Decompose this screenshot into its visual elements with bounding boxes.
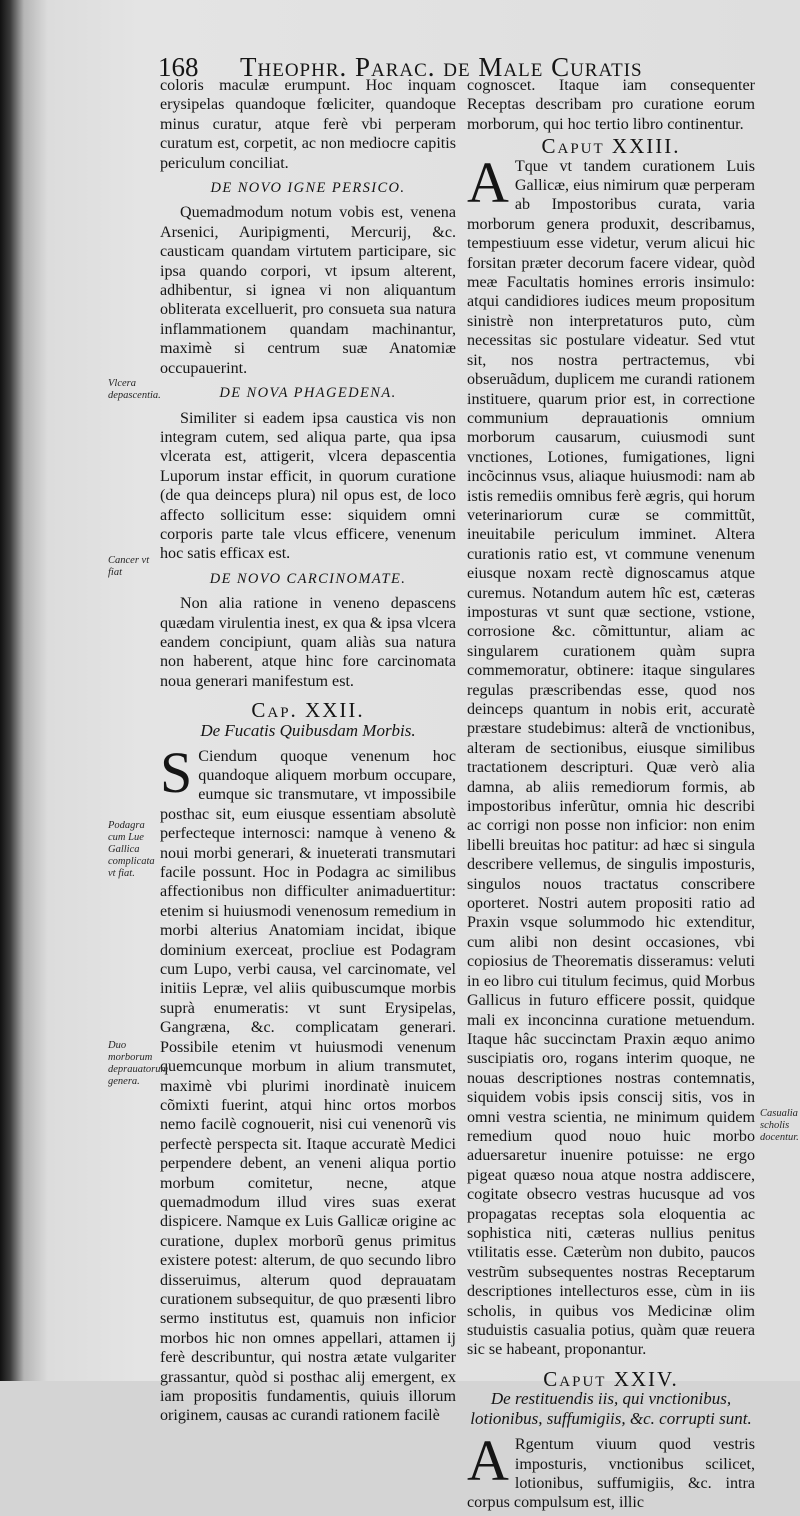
paragraph: Similiter si eadem ipsa caustica vis non integram cutem, sed aliqua parte, qua ipsa vlcerata est, attigerit, vlcera depascentia Luporum instar efficit, in quorum curatione (de qua deinceps plura) nil opus est, de loco affecto sollicitum esse: siquidem omni corporis parte tale vlcus efficere, venenum hoc satis efficax est. <box>160 409 456 563</box>
paragraph-text: Rgentum viuum quod vestris imposturis, vnctionibus scilicet, lotionibus, suffumigiis, &c. intra corpus compulsum est, illic <box>467 1436 755 1512</box>
page-number: 168 <box>158 52 199 82</box>
margin-note: Podagra cum Lue Gallica complicata vt fiat. <box>108 820 155 879</box>
paragraph: coloris maculæ erumpunt. Hoc inquam erysipelas quandoque fœliciter, quandoque minus curatur, atque ferè vbi perperam curatum est, corpetit, ac non mediocre capitis periculum conciliat. <box>160 77 456 172</box>
chapter-title: De Fucatis Quibusdam Morbis. <box>200 720 416 740</box>
paragraph: Non alia ratione in veneno depascens quædam virulentia inest, ex qua & ipsa vlcera eandem concipiunt, quam aliàs sua natura non haberent, atque hinc fore carcinomata noua generari manifestum est. <box>160 595 456 690</box>
margin-note: Casualia scholis docentur. <box>760 1108 799 1143</box>
drop-cap: A <box>467 1428 509 1494</box>
paragraph-text: Ciendum quoque venenum hoc quandoque aliquem morbum occupare, eumque sic transmutare, vt impossibile posthac sit, eum eiusque essentiam absolutè perfecteque internosci: namque à veneno & noui morbi generari, & inueterati transmutari facile possunt. Hoc in Podagra ac similibus affectionibus non difficulter animaduertitur: etenim si huiusmodi venenosum remedium in morbi alterius Anatomiam incidat, ibique dominium exerceat, procliue est Podagram cum Lupo, verbi causa, vel carcinomate, vel initiis Lepræ, vel aliis quibuscumque morbis suprà enumeratis: vt sunt Erysipelas, Gangræna, &c. complicatam generari. Possibile etenim vt huiusmodi venenum quemcunque morbum in alium transmutet, maximè vbi plurimi inordinatè inuicem cõmixti fuerint, atqui hinc ortos morbos nemo facilè cognouerit, nisi cui venenorũ vis perfectè perspecta sit. Itaque accuratè Medici perpendere debent, an veneni aliqua portio morbum comitetur, necne, atque quemadmodum illud vires suas exerat dispicere. Namque ex Luis Gallicæ origine ac curatione, duplex morborũ genus primitus existere potest: alterum, de quo secundo libro disseruimus, alterum quod deprauatam curationem subsequitur, de quo præsenti libro sermo institutus est, quamuis non inficior morbos hic non omnes appellari, attamen ij ferè describuntur, qui nostra ætate vulgariter grassantur, quòd si posthac alij emergent, ex iam propositis fundamentis, quiuis illorum originem, causas ac curandi rationem facilè <box>160 747 456 1425</box>
chapter-heading: Caput XXIV. <box>543 1366 679 1391</box>
left-column <box>160 76 456 1429</box>
right-column <box>467 76 755 1516</box>
section-heading: DE NOVA PHAGEDENA. <box>219 385 397 402</box>
paragraph: cognoscet. Itaque iam consequenter Receptas describam pro curatione eorum morborum, qui hoc tertio libro continentur. <box>467 77 755 133</box>
running-head: Theophr. Parac. de Male Curatis <box>240 52 643 82</box>
chapter-heading: Cap. XXII. <box>251 698 365 723</box>
paragraph: Quemadmodum notum vobis est, venena Arsenici, Auripigmenti, Mercurij, &c. causticam quandam virtutem participare, sic ipsa quando corpori, vt ipsum alterent, adhibentur, si ignea vi non aliquantum obliterata excelluerit, pro consueta sua natura inflammationem quandam machinantur, maximè si centrum suæ Anatomiæ occupauerint. <box>160 204 456 377</box>
drop-cap: S <box>160 739 193 805</box>
margin-note: Duo morborum deprauatorum genera. <box>108 1040 169 1087</box>
chapter-title: De restituendis iis, qui vnctionibus, lotionibus, suffumigiis, &c. corrupti sunt. <box>470 1389 752 1429</box>
paragraph <box>160 739 456 1426</box>
section-heading: DE NOVO IGNE PERSICO. <box>210 180 406 197</box>
drop-cap: A <box>467 149 509 215</box>
paragraph <box>467 1428 755 1513</box>
margin-note: Cancer vt fiat <box>108 555 150 578</box>
section-heading: DE NOVO CARCINOMATE. <box>209 570 407 587</box>
paragraph <box>467 149 755 1360</box>
chapter-heading: Caput XXIII. <box>541 134 681 159</box>
margin-note: Vlcera depascentia. <box>108 378 161 401</box>
paragraph-text: Tque vt tandem curationem Luis Gallicæ, eius nimirum quæ perperam ab Impostoribus curata, varia morborum genera produxit, describamus, tempestiuum esse videtur, verum alicui hic forsitan præter decorum facere videar, quòd meæ Facultatis homines erroris insimulo: atqui candidiores iudices meum propositum sinistrè non interpretaturos puto, cùm necessitas sic postulare videatur. Sed vtut sit, nos nostra pertractemus, vbi obseruãdum, duplicem me curandi rationem instituere, quarum prior est, in correctione communium deprauationis omnium morborum causarum, cuiusmodi sunt vnctiones, Lotiones, fumigationes, ligni incõcinnus vsus, aliaque huiusmodi: nam ab istis remediis omnibus ferè ægris, qui horum veterinariorum curæ se committũt, ineuitabile periculum imminet. Altera curationis ratio est, vt commune venenum eiusque noxam rectè dignoscamus atque curemus. Notandum autem hîc est, cæteras imposturas vt sunt quæ sectione, vstione, corrosione &c. cõmittuntur, aliam ac singularem curationem quàm supra commemoratur, obtinere: itaque singulares regulas præscribendas esse, quod nos deinceps quantum in nobis erit, accuratè præstare studebimus: alterã de vnctionibus, alteram de sectionibus, eiusque similibus tractationem descripturi. Quæ verò alia damna, ab aliis remediorum formis, ab impostoribus inferũtur, omnia hic describi ac corrigi non posse non inficior: non enim libelli breuitas hoc patitur: ad hæc si singula describere vellemus, de singulis imposturis, singulos nouos tractatus conscribere oporteret. Nostri autem propositi ratio ad Praxin vsque solummodo hic extenditur, cum alibi non desint occasiones, vbi copiosius de Theorematis disseramus: veluti in eo libro cui titulum fecimus, quid Morbus Gallicus in futuro efficere possit, quidque mali ex inconcinna curatione metuendum. Itaque hâc succinctam Praxin æquo animo suscipiatis oro, rogans interim quoque, ne nouas descriptiones nostras contemnatis, siquidem vobis ipsis conscij sitis, vos in omni vestra scientia, ne minimum quidem remedium quod nouo huic morbo aduersaretur inuenire potuisse: ne ergo pigeat quæso noua atque nostra addiscere, cogitate obsecro vestras hucusque ad vos propagatas receptas sola eloquentia ac sophistica niti, cæteras nullius penitus vtilitatis esse. Cæterùm non dubito, paucos vestrũm subsequentes nostras Receptarum descriptiones intellecturos esse, cùm in iis scholis, in quibus vos Medicinæ olim studuistis casualia potius, quàm quæ reuera sic se habeant, proponantur. <box>467 157 755 1359</box>
